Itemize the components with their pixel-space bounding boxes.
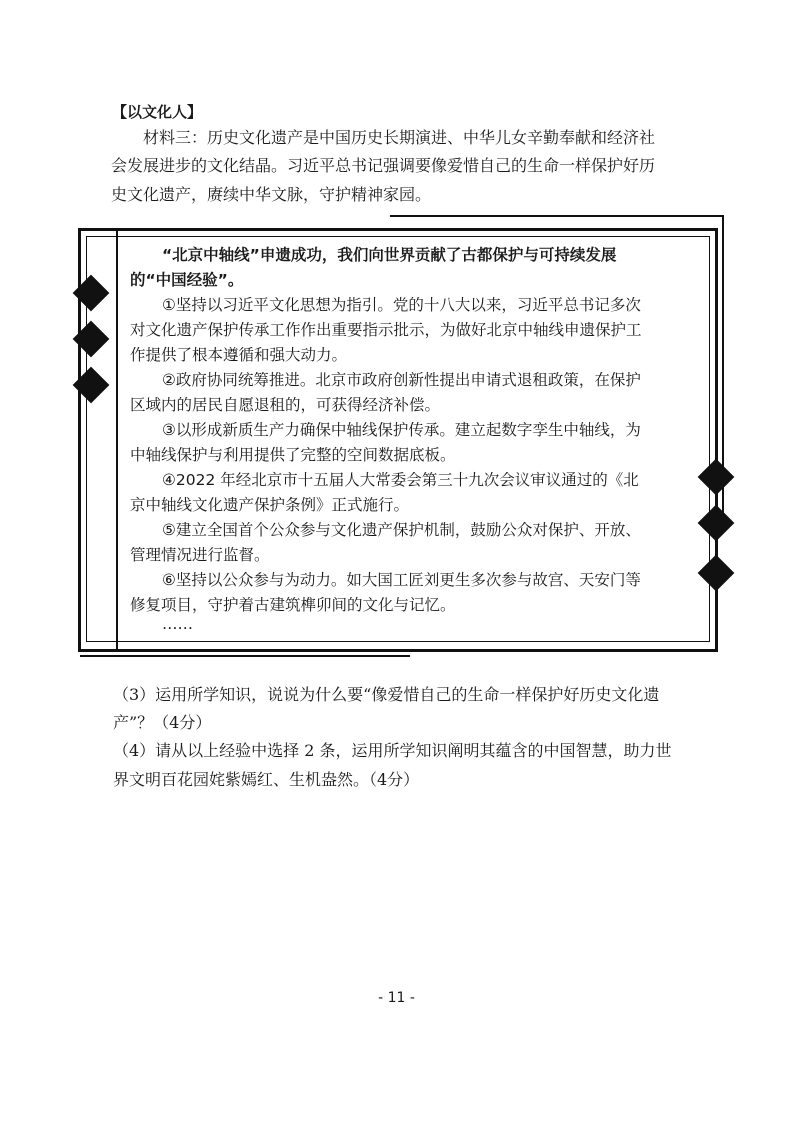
material-three-line: 会发展进步的文化结晶。习近平总书记强调要像爱惜自己的生命一样保护好历 [111,156,656,175]
box-text-line: 中轴线保护与利用提供了完整的空间数据底板。 [130,446,456,464]
box-text-line: 作提供了根本遵循和强大动力。 [130,346,348,364]
box-text-line: 京中轴线文化遗产保护条例》正式施行。 [130,496,410,514]
section-heading: 【以文化人】 [112,103,203,121]
question-line: （3）运用所学知识，说说为什么要“像爱惜自己的生命一样保护好历史文化遗 [113,685,660,704]
page-number: - 11 - [378,990,415,1006]
box-text-line: 区域内的居民自愿退租的，可获得经济补偿。 [130,396,441,414]
box-text-line: ③以形成新质生产力确保中轴线保护传承。建立起数字孪生中轴线，为 [162,421,641,439]
box-text-line: 的“中国经验”。 [130,271,244,289]
box-text-line: …… [162,615,193,633]
box-text-line: ②政府协同统筹推进。北京市政府创新性提出申请式退租政策，在保护 [162,371,641,389]
box-text-line: ⑥坚持以公众参与为动力。如大国工匠刘更生多次参与故宫、天安门等 [162,571,641,589]
box-text-line: 管理情况进行监督。 [130,546,270,564]
material-three-line: 材料三：历史文化遗产是中国历史长期演进、中华儿女辛勤奉献和经济社 [143,128,656,147]
box-text-line: “北京中轴线”申遗成功，我们向世界贡献了古都保护与可持续发展 [162,246,617,264]
question-line: 界文明百花园姹紫嫣红、生机盎然。（4分） [113,770,420,789]
frame-extra-top [390,215,723,217]
question-line: （4）请从以上经验中选择 2 条，运用所学知识阐明其蕴含的中国智慧，助力世 [113,741,672,760]
box-text-line: ⑤建立全国首个公众参与文化遗产保护机制，鼓励公众对保护、开放、 [162,521,641,539]
box-text-line: ①坚持以习近平文化思想为指引。党的十八大以来，习近平总书记多次 [162,296,641,314]
box-text-line: 对文化遗产保护传承工作作出重要指示批示，为做好北京中轴线申遗保护工 [130,321,642,339]
frame-extra-bottom [80,655,410,657]
box-text-line: 修复项目，守护着古建筑榫卯间的文化与记忆。 [130,596,456,614]
frame-vertical-bar [116,230,118,650]
question-line: 产”？（4分） [113,713,212,732]
material-three-line: 史文化遗产，赓续中华文脉，守护精神家园。 [111,185,432,204]
box-text-line: ④2022 年经北京市十五届人大常委会第三十九次会议审议通过的《北 [162,471,639,489]
